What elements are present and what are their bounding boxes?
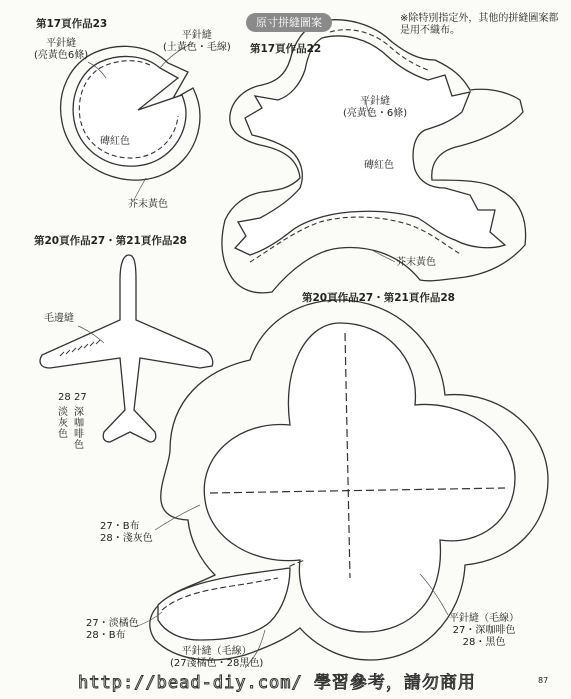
circle-title: 第17頁作品23 bbox=[36, 18, 108, 30]
clover-outer-colors-label: 27・淡橘色 28・B布 bbox=[86, 618, 139, 641]
circle-stitch-left-label: 平針縫 (亮黃色6條) bbox=[34, 38, 89, 61]
watermark-url: http://bead-diy.com/ 學習參考，請勿商用 bbox=[78, 673, 476, 693]
clover-right-stitch-label: 平針縫（毛線） 27・深咖啡色 28・黑色 bbox=[449, 613, 519, 648]
plane-title: 第20頁作品27・第21頁作品28 bbox=[34, 235, 187, 247]
frog-inner bbox=[235, 36, 505, 255]
plane-number-28: 28 bbox=[58, 392, 71, 403]
note-text: ※除特別指定外，其他的拼縫圖案都是用不織布。 bbox=[400, 13, 559, 36]
frog-title: 第17頁作品22 bbox=[250, 43, 322, 55]
circle-outer-label: 芥末黃色 bbox=[128, 199, 168, 210]
plane-number-27: 27 bbox=[74, 392, 87, 403]
plane-stitch-label: 毛邊縫 bbox=[44, 313, 74, 324]
circle-inner-fill bbox=[73, 56, 186, 166]
page-number: 87 bbox=[538, 676, 549, 685]
clover-stem-stitch-label: 平針縫（毛線） (27淺橘色・28黑色) bbox=[170, 646, 264, 669]
frog-stitch-label: 平針縫 (亮黃色・6條) bbox=[343, 96, 408, 119]
clover-title: 第20頁作品27・第21頁作品28 bbox=[302, 292, 455, 304]
frog-outer-label: 芥末黃色 bbox=[396, 257, 436, 268]
clover-stem bbox=[158, 568, 290, 640]
circle-stitch-top-label: 平針縫 (土黃色・毛線) bbox=[163, 30, 231, 53]
plane-color-27: 深咖啡色 bbox=[74, 407, 84, 451]
circle-fill-label: 磚紅色 bbox=[100, 136, 130, 147]
clover-inner-colors-label: 27・B布 28・淺灰色 bbox=[100, 521, 153, 544]
frog-fill-label: 磚紅色 bbox=[364, 160, 394, 171]
plane-color-28: 淡灰色 bbox=[58, 407, 68, 440]
pattern-badge: 原寸拼縫圖案 bbox=[246, 13, 332, 32]
